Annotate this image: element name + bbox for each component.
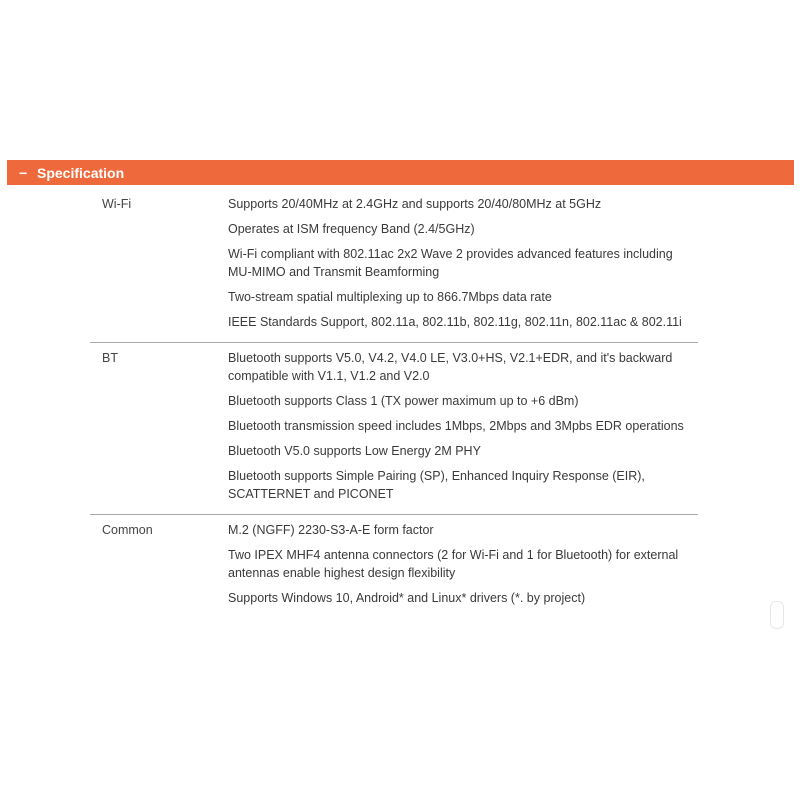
spec-item: Two IPEX MHF4 antenna connectors (2 for Wi-Fi and 1 for Bluetooth) for external antennas enable highest design flexibility — [228, 548, 679, 580]
collapse-icon[interactable]: − — [19, 164, 28, 181]
group-items-bt — [228, 349, 698, 510]
spec-item: Bluetooth supports Class 1 (TX power maximum up to +6 dBm) — [228, 394, 579, 408]
specification-table — [90, 195, 698, 624]
spec-group-bt — [90, 349, 698, 515]
group-label-common: Common — [102, 523, 153, 537]
spec-item: M.2 (NGFF) 2230-S3-A-E form factor — [228, 523, 434, 537]
spec-item: Bluetooth transmission speed includes 1Mbps, 2Mbps and 3Mpbs EDR operations — [228, 419, 684, 433]
spec-item: Operates at ISM frequency Band (2.4/5GHz) — [228, 222, 475, 236]
scroll-indicator[interactable] — [770, 601, 784, 629]
spec-item: Bluetooth V5.0 supports Low Energy 2M PHY — [228, 444, 481, 458]
spec-item: Supports 20/40MHz at 2.4GHz and supports 20/40/80MHz at 5GHz — [228, 197, 602, 211]
group-items-common — [228, 521, 698, 614]
group-label-wifi: Wi-Fi — [102, 197, 132, 211]
spec-item: Two-stream spatial multiplexing up to 866.7Mbps data rate — [228, 290, 552, 304]
spec-item: IEEE Standards Support, 802.11a, 802.11b, 802.11g, 802.11n, 802.11ac & 802.11i — [228, 315, 682, 329]
group-label-bt: BT — [102, 351, 118, 365]
spec-item: Supports Windows 10, Android* and Linux* drivers (*. by project) — [228, 591, 586, 605]
spec-group-common — [90, 521, 698, 618]
specification-header[interactable] — [7, 160, 794, 185]
specification-title: Specification — [37, 164, 125, 181]
group-items-wifi — [228, 195, 698, 338]
spec-group-wifi — [90, 195, 698, 343]
spec-item: Bluetooth supports Simple Pairing (SP), Enhanced Inquiry Response (EIR), SCATTERNET and PICONET — [228, 469, 645, 501]
spec-item: Bluetooth supports V5.0, V4.2, V4.0 LE, V3.0+HS, V2.1+EDR, and it's backward compatible with V1.1, V1.2 and V2.0 — [228, 351, 673, 383]
spec-item: Wi-Fi compliant with 802.11ac 2x2 Wave 2 provides advanced features including MU-MIMO and Transmit Beamforming — [228, 247, 673, 279]
